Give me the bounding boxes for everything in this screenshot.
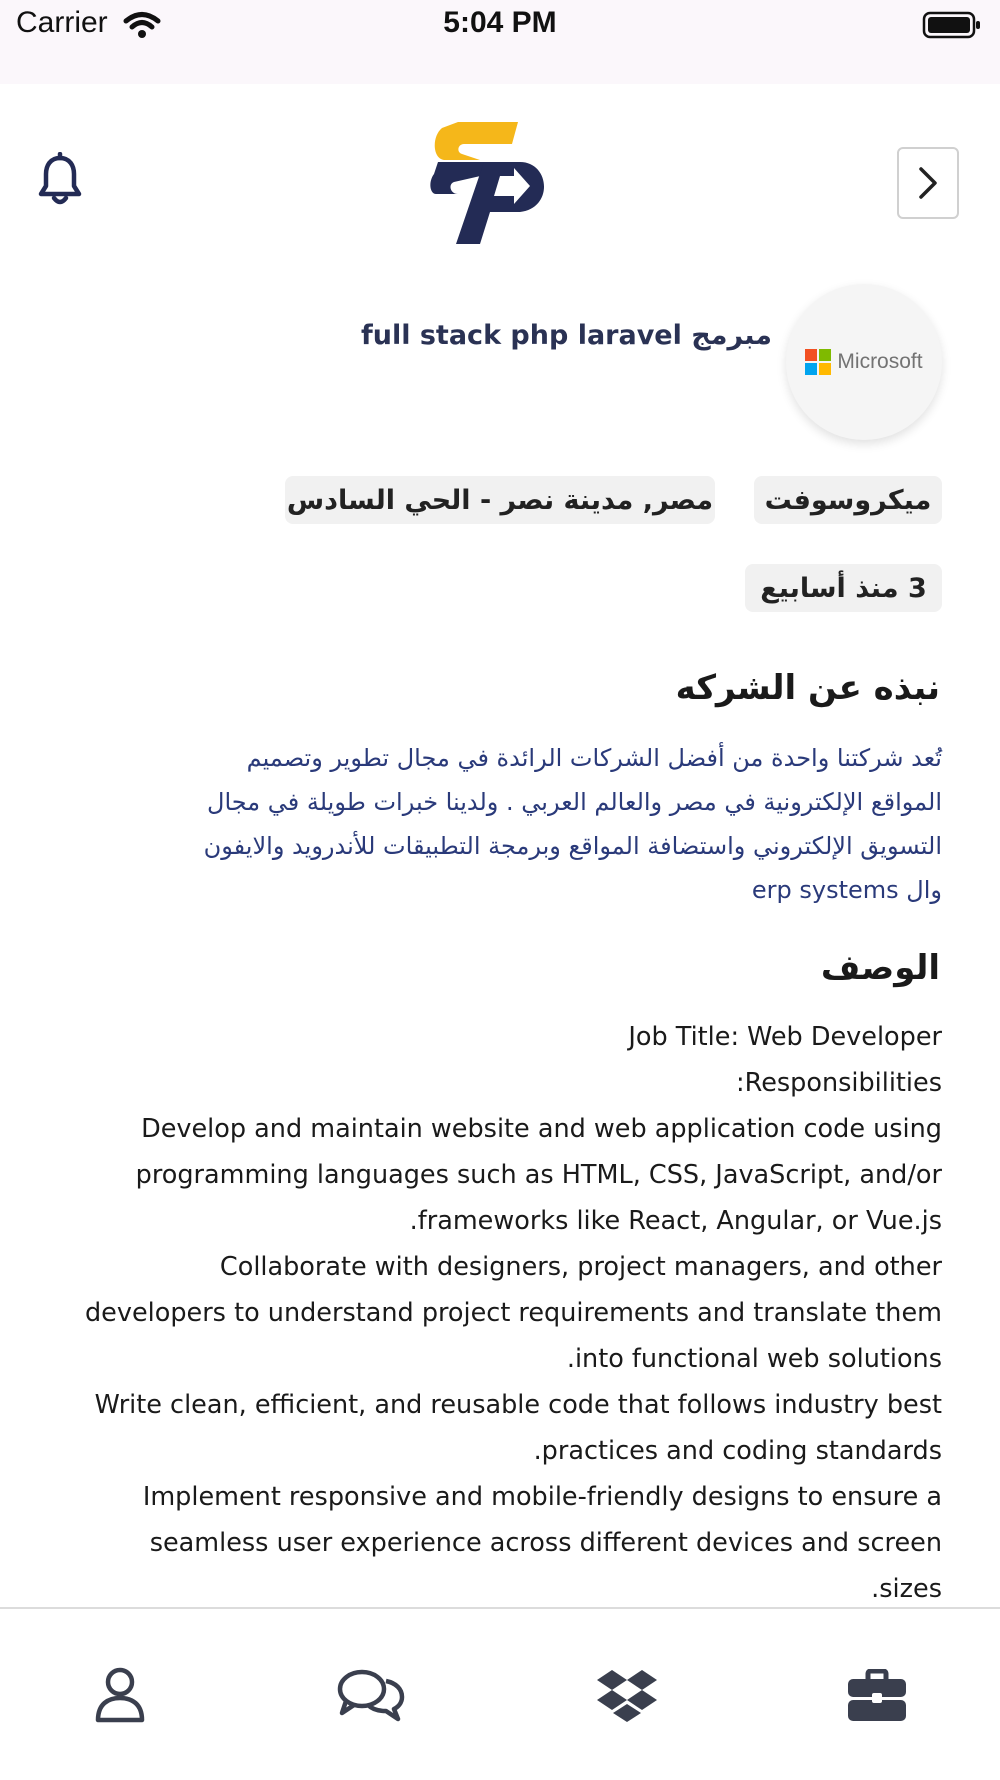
company-chip: ميكروسوفت <box>754 476 942 524</box>
about-line: وال erp systems <box>751 876 942 904</box>
description-heading: الوصف <box>820 948 940 988</box>
tab-jobs[interactable] <box>842 1665 912 1725</box>
about-heading: نبذه عن الشركه <box>675 668 940 708</box>
job-title: مبرمج full stack php laravel <box>360 320 772 351</box>
posted-time-chip: 3 منذ أسابيع <box>745 564 942 612</box>
about-text <box>52 736 942 912</box>
about-line: التسويق الإلكتروني واستضافة المواقع وبرمجة التطبيقات للأندرويد والايفون <box>203 832 942 860</box>
battery-icon <box>922 10 982 40</box>
description-line: sizes. <box>871 1574 942 1604</box>
status-bar <box>0 0 1000 84</box>
description-line: Responsibilities: <box>736 1068 942 1098</box>
description-line: Job Title: Web Developer <box>628 1022 942 1052</box>
back-button[interactable] <box>897 147 959 219</box>
tab-profile[interactable] <box>85 1665 155 1725</box>
status-time: 5:04 PM <box>443 6 557 39</box>
about-line: تُعد شركتنا واحدة من أفضل الشركات الرائدة في مجال تطوير وتصميم <box>246 744 942 772</box>
description-line: programming languages such as HTML, CSS, JavaScript, and/or <box>135 1160 942 1190</box>
description-text <box>42 1014 942 1612</box>
company-logo <box>786 284 942 440</box>
chat-icon <box>336 1667 406 1723</box>
description-line: Collaborate with designers, project managers, and other <box>219 1252 942 1282</box>
profile-icon <box>94 1666 146 1724</box>
description-line: Write clean, efficient, and reusable code that follows industry best <box>94 1390 942 1420</box>
description-line: practices and coding standards. <box>533 1436 942 1466</box>
sp-logo-icon <box>428 122 552 244</box>
description-line: into functional web solutions. <box>566 1344 942 1374</box>
description-line: frameworks like React, Angular, or Vue.js. <box>409 1206 942 1236</box>
company-logo-text: Microsoft <box>837 350 923 373</box>
location-chip: مصر, مدينة نصر - الحي السادس <box>285 476 715 524</box>
dropbox-icon <box>597 1668 657 1722</box>
about-line: المواقع الإلكترونية في مصر والعالم العربي . ولدينا خبرات طويلة في مجال <box>207 788 942 816</box>
tab-dropbox[interactable] <box>592 1665 662 1725</box>
description-line: seamless user experience across different devices and screen <box>149 1528 942 1558</box>
tab-chat[interactable] <box>336 1665 406 1725</box>
briefcase-icon <box>848 1669 906 1721</box>
description-line: developers to understand project requirements and translate them <box>84 1298 942 1328</box>
bottom-tab-bar <box>0 1607 1000 1780</box>
bell-icon[interactable] <box>36 152 84 208</box>
microsoft-logo-icon <box>805 349 831 375</box>
description-line: Implement responsive and mobile-friendly designs to ensure a <box>142 1482 942 1512</box>
chevron-right-icon <box>917 166 939 200</box>
carrier-label: Carrier <box>16 6 108 39</box>
description-line: Develop and maintain website and web application code using <box>141 1114 942 1144</box>
